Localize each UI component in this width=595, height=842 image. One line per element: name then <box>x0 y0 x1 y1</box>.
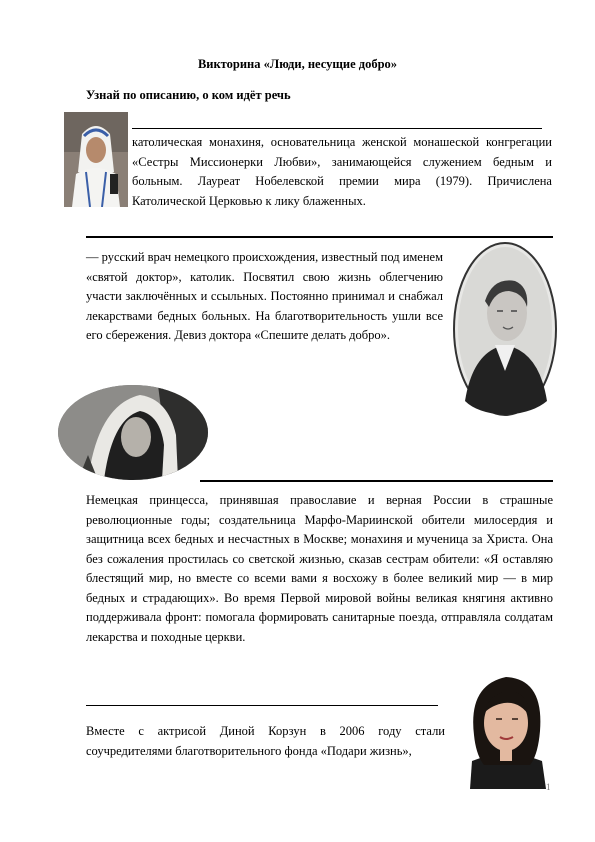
page-title: Викторина «Люди, несущие добро» <box>197 57 398 71</box>
page-subtitle: Узнай по описанию, о ком идёт речь <box>86 88 291 102</box>
answer-line-3 <box>200 480 553 482</box>
answer-line-4 <box>86 705 438 706</box>
entry-3-text: Немецкая принцесса, принявшая православие и верная России в страшные революционные годы; создательница Марфо-Мариинской обители милосердия и защитница всех бедных и несчастных в Москве; монахиня и мученица за Христа. Она без сожаления простилась со светской жизнью, сказав сестрам обители: «Я оставляю блестящий мир, но вместе со всеми вами я восхожу в более великий мир — в мир бедных и страдающих». Во время Первой мировой войны великая княгиня активно поддерживала фронт: помогала формировать санитарные поезда, отправляла солдатам лекарства и походные церкви. <box>86 493 553 644</box>
portrait-photo-actress <box>460 665 553 789</box>
answer-line-2 <box>86 236 553 238</box>
portrait-engraving-doctor <box>453 241 558 418</box>
portrait-photo-grand-duchess <box>58 385 208 480</box>
entry-2-text: — русский врач немецкого происхождения, известный под именем «святой доктор», католик. Посвятил свою жизнь облегчению участи заключённых и ссыльных. Постоянно принимал и снабжал лекарствами бедных больных. На благотворительность ушли все его сбережения. Девиз доктора «Спешите делать добро». <box>86 250 443 342</box>
portrait-photo-nun <box>64 112 128 207</box>
answer-line-1 <box>132 128 542 129</box>
entry-4-text: Вместе с актрисой Диной Корзун в 2006 году стали соучредителями благотворительного фонда «Подари жизнь», <box>86 724 445 758</box>
page-number: 1 <box>546 782 551 792</box>
entry-1-text: католическая монахиня, основательница женской монашеской конгрегации «Сестры Миссионерки Любви», занимающейся служением бедным и больным. Лауреат Нобелевской премии мира (1979). Причислена Католической Церковью к лику блаженных. <box>132 135 552 208</box>
